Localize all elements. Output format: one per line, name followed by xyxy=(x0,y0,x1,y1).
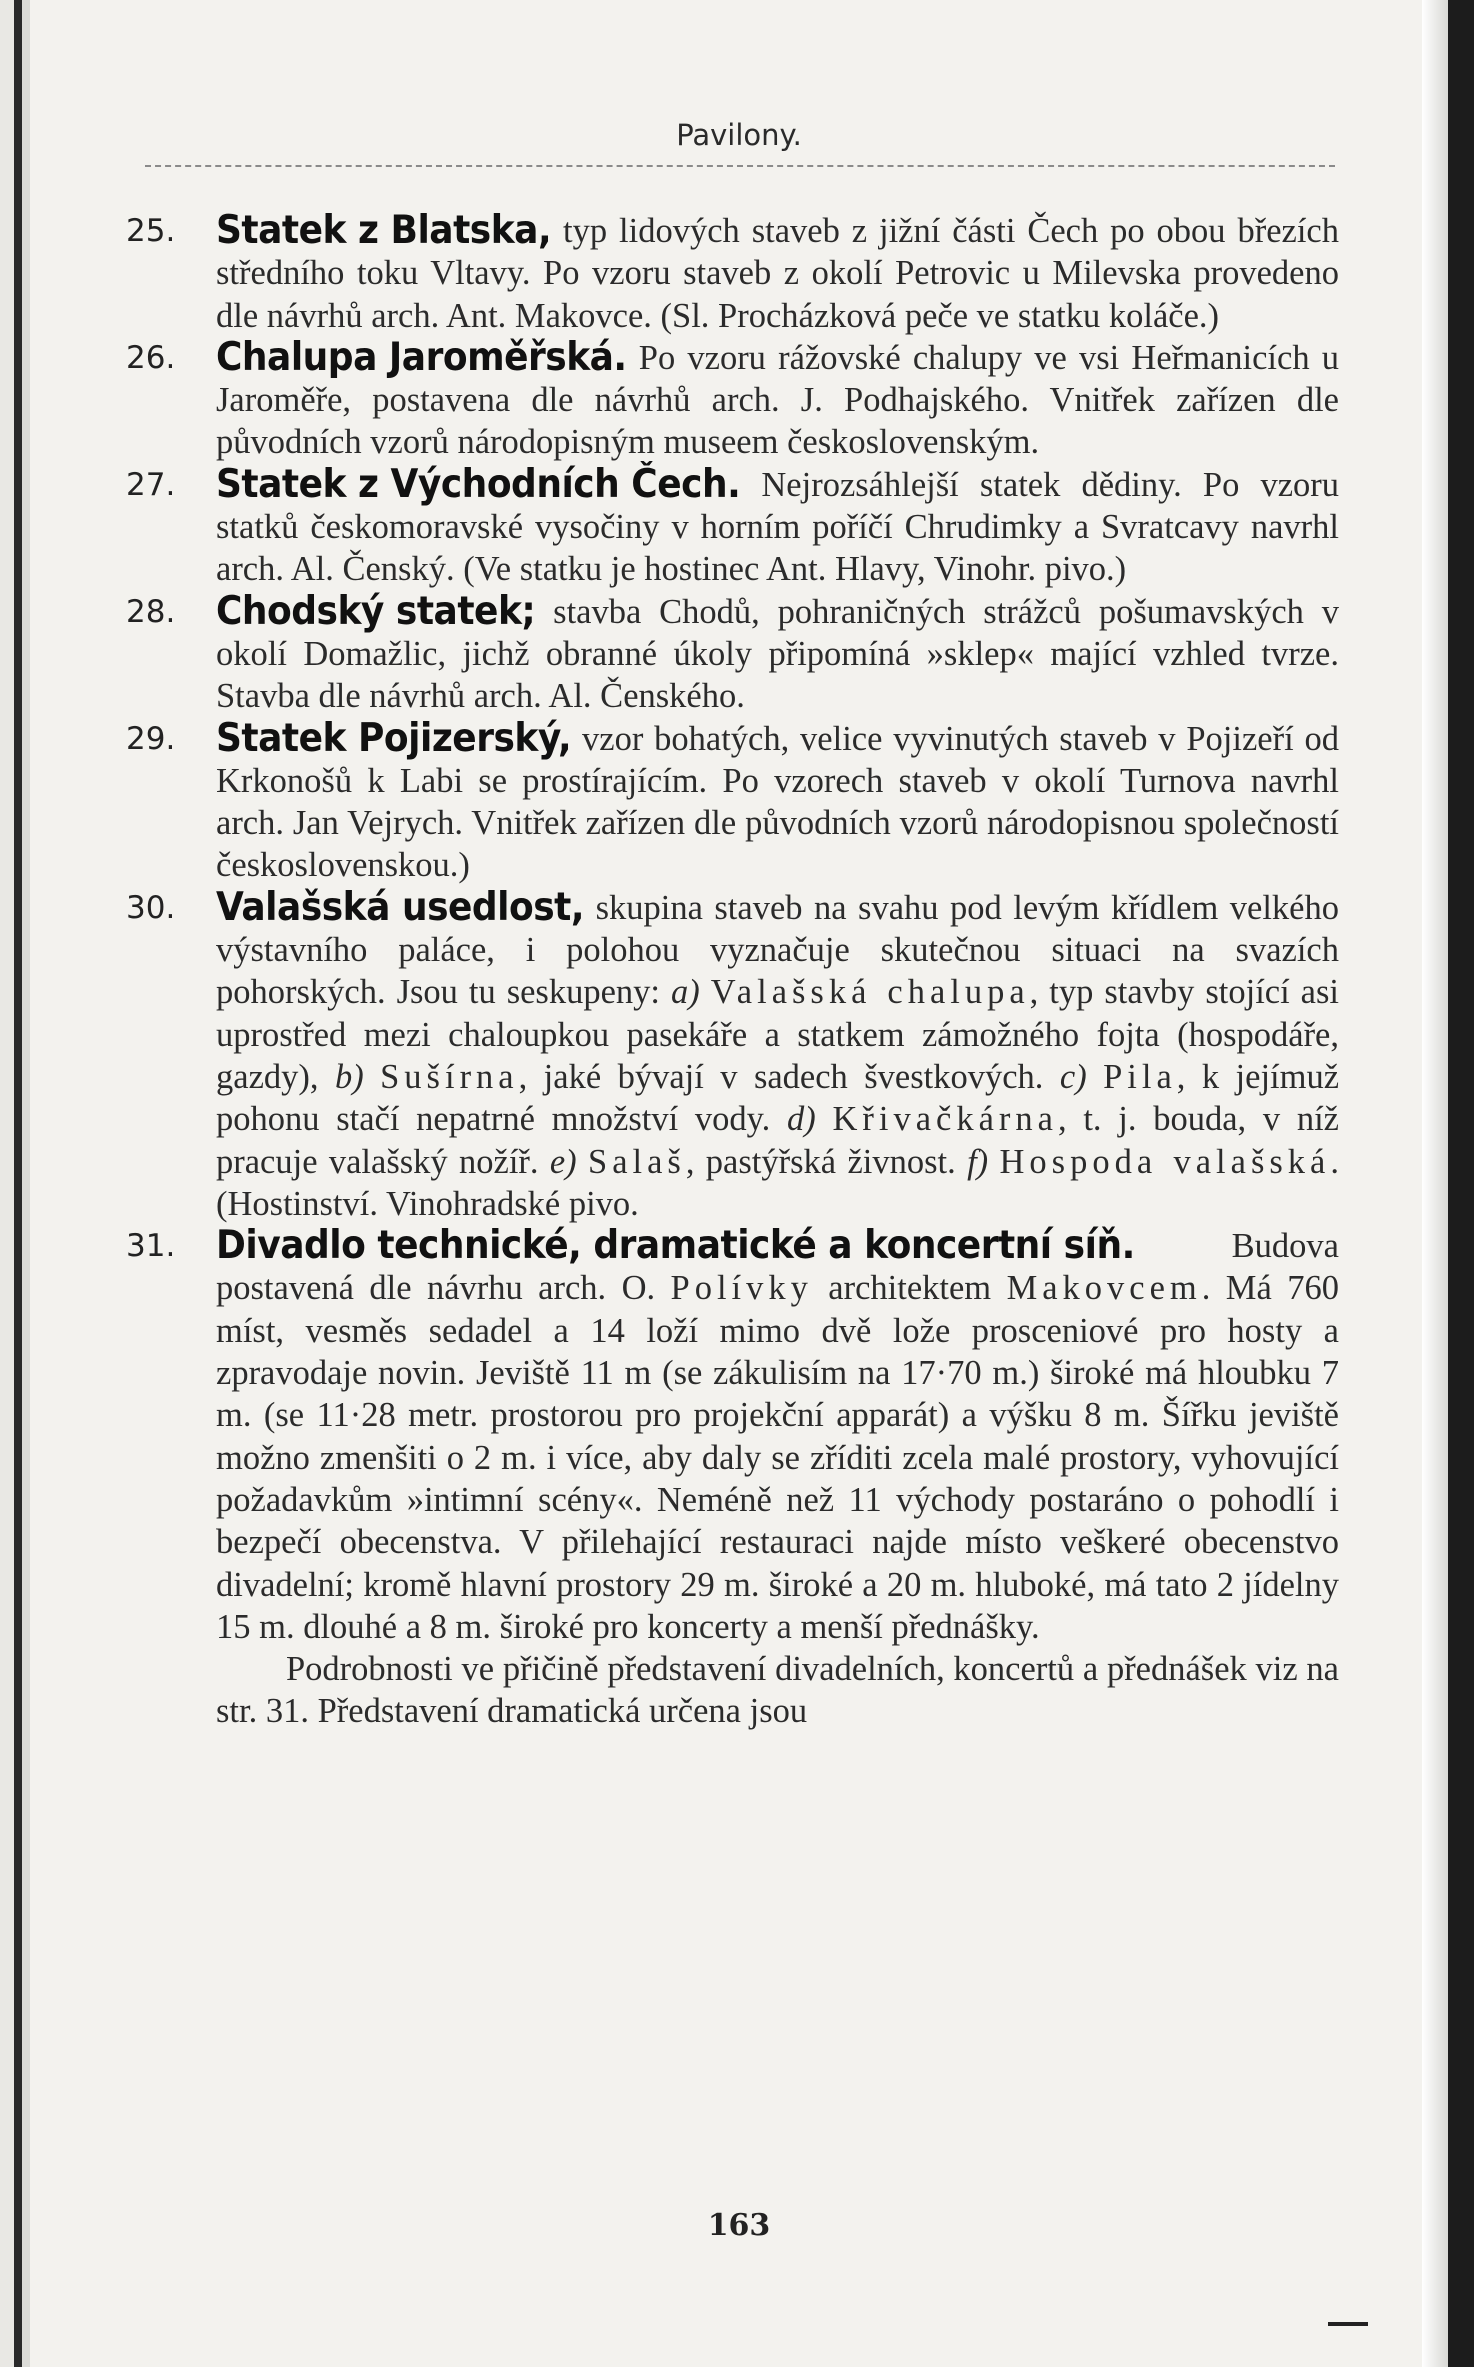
running-head: Pavilony. xyxy=(676,118,802,152)
page-edge-shade xyxy=(1422,0,1448,2367)
item-letter: d) xyxy=(787,1100,816,1139)
entry-title: Chalupa Jaroměřská. xyxy=(216,335,627,380)
entry-title: Valašská usedlost, xyxy=(216,885,585,930)
entry-number: 26. xyxy=(126,339,176,376)
entry-number: 29. xyxy=(126,720,176,757)
entry-number: 31. xyxy=(126,1228,176,1265)
entry-number: 28. xyxy=(126,593,176,630)
entry-text: . (Hostinství. Vinohradské pivo. xyxy=(216,1142,1339,1223)
closing-paragraph: Podrobnosti ve přičině představení divadelních, koncertů a přednášek viz na str. 31. Představení dramatická určena jsou xyxy=(216,1650,1339,1731)
entry-26 xyxy=(126,337,1339,464)
entry-text: architektem xyxy=(812,1269,1007,1308)
entry-27 xyxy=(126,464,1339,591)
entry-30 xyxy=(126,887,1339,1225)
spaced-term: Hospoda valašská xyxy=(999,1142,1331,1181)
entry-25 xyxy=(126,210,1339,337)
binding-edge xyxy=(0,0,30,2367)
item-letter: a) xyxy=(670,973,700,1012)
entry-text: Po vzoru rážovské chalupy ve vsi Heřmanicích u Jaroměře, postavena dle návrhů arch. J. Podhajského. Vnitřek zařízen dle původních vzorů národopisným museem československým. xyxy=(216,338,1339,462)
entry-31 xyxy=(126,1225,1339,1648)
entry-text: Nejrozsáhlejší statek dědiny. Po vzoru statků českomoravské vysočiny v horním poříčí Chrudimky a Svratcavy navrhl arch. Al. Čenský. (Ve statku je hostinec Ant. Hlavy, Vinohr. pivo.) xyxy=(216,465,1339,589)
entry-number: 25. xyxy=(126,213,176,249)
book-page xyxy=(30,0,1448,2367)
page-content xyxy=(126,210,1339,1733)
entry-number: 30. xyxy=(126,889,176,926)
entry-text: stavba Chodů, pohraničných strážců pošumavských v okolí Domažlic, jichž obranné úkoly připomíná »sklep« mající vzhled tvrze. Stavba dle návrhů arch. Al. Čenského. xyxy=(216,592,1339,716)
spaced-term: Makovcem xyxy=(1006,1269,1202,1308)
entry-number: 27. xyxy=(126,466,176,503)
entry-28 xyxy=(126,588,1339,718)
entry-title: Statek z Blatska, xyxy=(216,208,552,253)
spaced-term: Pila xyxy=(1103,1057,1177,1096)
entry-text: , t. j. bouda, v níž pracuje valašský nožíř. xyxy=(216,1100,1339,1181)
entry-text: , pastýřská živnost. xyxy=(685,1142,968,1181)
spaced-term: Polívky xyxy=(670,1269,813,1308)
spaced-term: Valašská chalupa xyxy=(710,973,1030,1012)
entry-text: vzor bohatých, velice vyvinutých staveb v Pojizeří od Krkonošů k Labi se prostírajícím. Po vzorech staveb v okolí Turnova navrhl arch. Jan Vejrych. Vnitřek zařízen dle původních vzorů národopisnou společností československou.) xyxy=(216,719,1339,885)
entry-text: skupina staveb na svahu pod levým křídlem velkého výstavního paláce, i polohou vyznačuje skutečnou situaci na svazích pohorských. Jsou tu seskupeny: xyxy=(216,888,1339,1012)
item-letter: c) xyxy=(1059,1057,1087,1096)
entry-title: Statek z Východních Čech. xyxy=(216,462,741,507)
item-letter: f) xyxy=(967,1142,989,1181)
entry-text: typ lidových staveb z jižní části Čech po obou březích středního toku Vltavy. Po vzoru staveb z okolí Petrovic u Milevska provedeno dle návrhů arch. Ant. Makovce. (Sl. Procházková peče ve statku koláče.) xyxy=(216,212,1339,335)
entry-title: Statek Pojizerský, xyxy=(216,715,572,761)
page-number: 163 xyxy=(707,2208,771,2243)
item-letter: e) xyxy=(549,1142,577,1181)
entry-29 xyxy=(126,715,1339,887)
spaced-term: Křivačkárna xyxy=(832,1100,1058,1139)
entry-text: . Má 760 míst, vesměs sedadel a 14 loží mimo dvě lože prosceniové pro hosty a zpravodaje novin. Jeviště 11 m (se zákulisím na 17·70 m.) široké má hloubku 7 m. (se 11·28 metr. prostorou pro projekční apparát) a výšku 8 m. Šířku jeviště možno zmenšiti o 2 m. i více, aby daly se zříditi zcela malé prostory, vyhovující požadavkům »intimní scény«. Neméně než 11 východy postaráno o pohodlí i bezpečí obecenstva. V přilehající restauraci najde místo veškeré obecenstvo divadelní; kromě hlavní prostory 29 m. široké a 20 m. hluboké, má tato 2 jídelny 15 m. dlouhé a 8 m. široké pro koncerty a menší přednášky. xyxy=(216,1269,1339,1646)
entry-title: Chodský statek; xyxy=(216,588,536,634)
entry-text: , typ stavby stojící asi uprostřed mezi chaloupkou pasekáře a statkem zámožného fojta (hospodáře, gazdy), xyxy=(216,973,1339,1096)
spaced-term: Salaš xyxy=(588,1142,686,1181)
item-letter: b) xyxy=(334,1057,364,1096)
entry-text: , k jejímuž pohonu stačí nepatrné množství vody. xyxy=(216,1057,1340,1139)
entry-text: , jaké bývají v sadech švestkových. xyxy=(518,1057,1060,1096)
entry-title: Divadlo technické, dramatické a koncertní síň. xyxy=(216,1223,1135,1268)
spaced-term: Sušírna xyxy=(380,1057,519,1096)
margin-mark xyxy=(1328,2322,1368,2326)
header-rule xyxy=(145,165,1335,167)
entry-text: Budova postavená dle návrhu arch. O. xyxy=(216,1227,1339,1308)
